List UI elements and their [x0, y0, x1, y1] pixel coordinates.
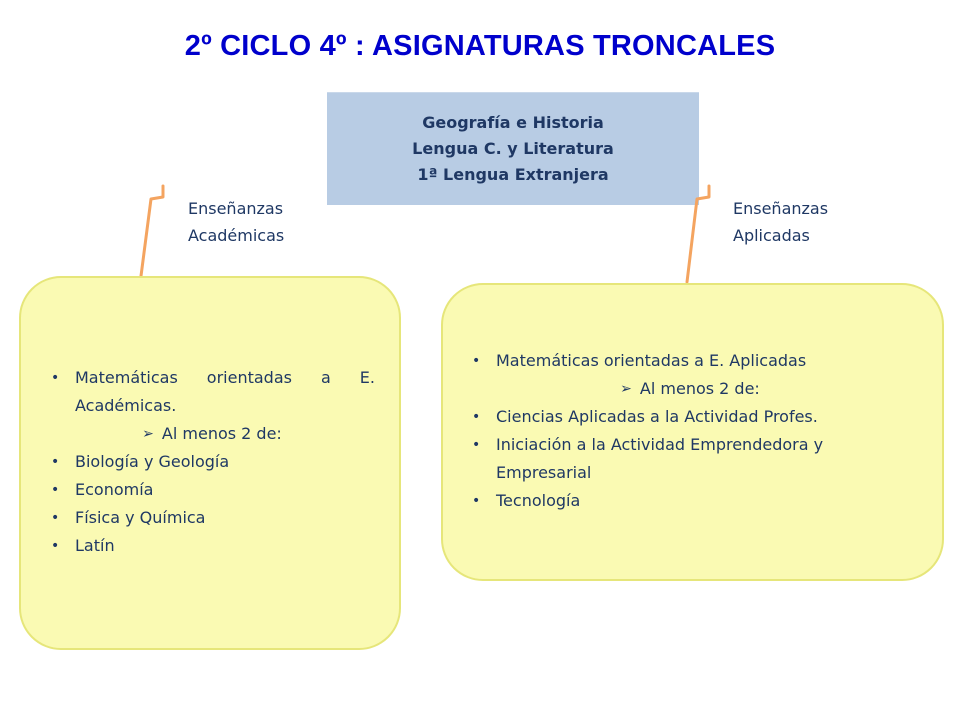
branch-label-line: Enseñanzas — [733, 199, 829, 218]
core-subject: Geografía e Historia — [422, 113, 604, 132]
subheading-text: Al menos 2 de: — [639, 379, 760, 398]
left-connector — [141, 186, 163, 276]
list-item: • Iniciación a la Actividad Emprendedora y Empresarial — [470, 431, 910, 487]
list-item: • Física y Química — [49, 504, 375, 532]
academicas-list — [49, 364, 375, 560]
right-connector — [687, 186, 709, 282]
academicas-panel — [19, 276, 401, 650]
branch-label-line: Aplicadas — [733, 226, 810, 245]
list-subheading — [49, 420, 375, 448]
list-item: • Biología y Geología — [49, 448, 375, 476]
page-title: 2º CICLO 4º : ASIGNATURAS TRONCALES — [184, 30, 776, 62]
subheading-text: Al menos 2 de: — [161, 424, 282, 443]
core-subject: 1ª Lengua Extranjera — [417, 165, 609, 184]
list-subheading — [470, 375, 910, 403]
branch-label-line: Académicas — [188, 226, 285, 245]
core-subject: Lengua C. y Literatura — [412, 139, 614, 158]
aplicadas-list — [470, 347, 910, 515]
list-item: • Ciencias Aplicadas a la Actividad Profes. — [470, 403, 910, 431]
arrow-bullet-icon: ➢ — [142, 426, 154, 442]
branch-label-academicas — [188, 195, 284, 249]
aplicadas-panel — [441, 283, 944, 581]
branch-label-aplicadas — [733, 195, 828, 249]
list-item: • Latín — [49, 532, 375, 560]
list-item: • Matemáticas orientadas a E. Académicas. — [49, 364, 375, 420]
branch-label-line: Enseñanzas — [188, 199, 284, 218]
list-item: • Matemáticas orientadas a E. Aplicadas — [470, 347, 910, 375]
list-item: • Economía — [49, 476, 375, 504]
arrow-bullet-icon: ➢ — [620, 381, 632, 397]
list-item: • Tecnología — [470, 487, 910, 515]
